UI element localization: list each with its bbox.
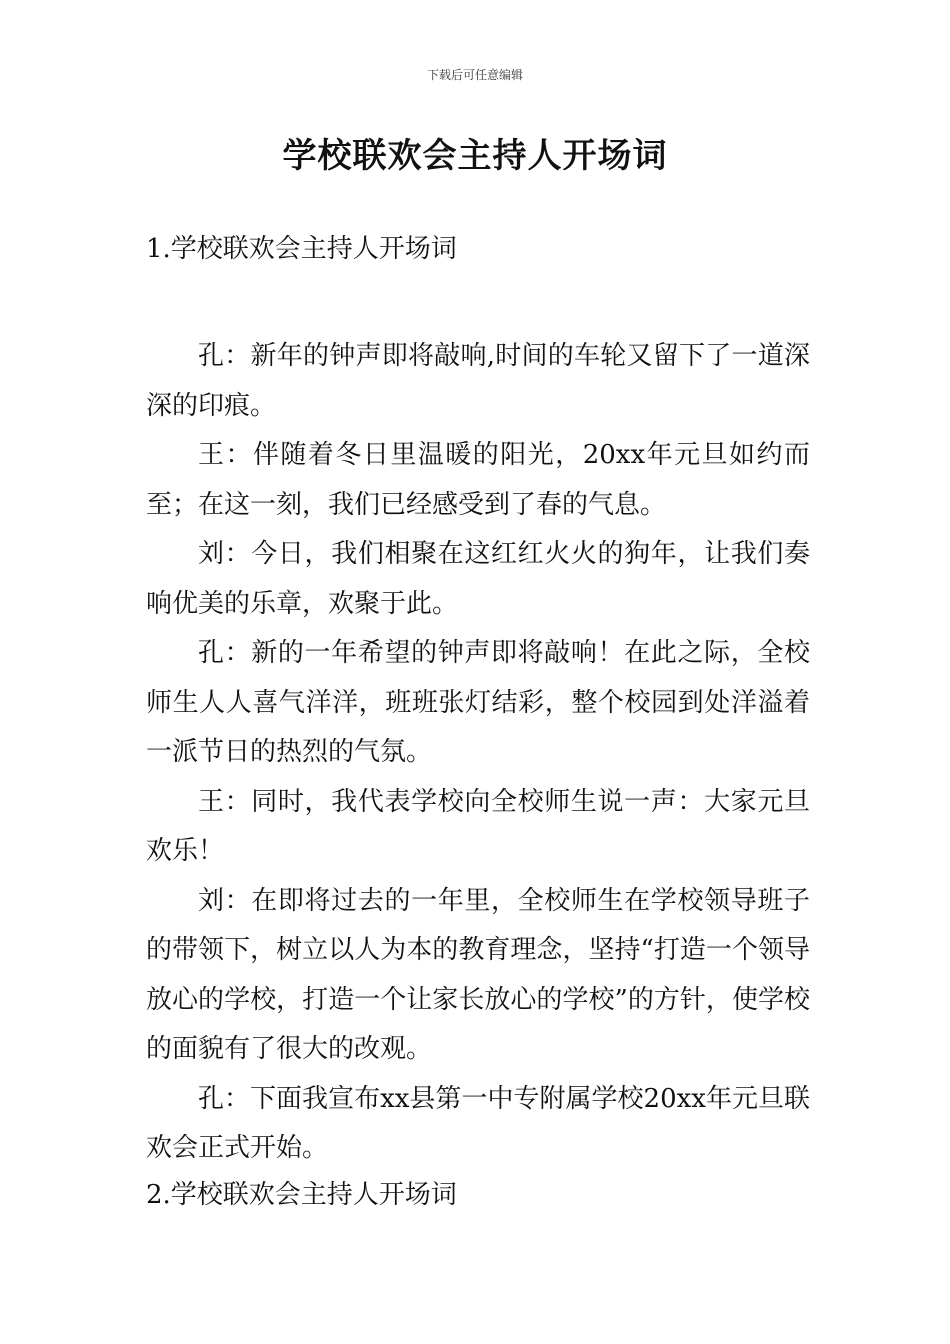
dialogue-paragraph: 孔：新的一年希望的钟声即将敲响！在此之际，全校师生人人喜气洋洋，班班张灯结彩，整个校园到处洋溢着一派节日的热烈的气氛。 <box>146 638 810 767</box>
section-heading-1: 1.学校联欢会主持人开场词 <box>146 234 457 264</box>
header-note: 下载后可任意编辑 <box>426 68 523 82</box>
document-title: 学校联欢会主持人开场词 <box>282 136 668 176</box>
section-heading-2: 2.学校联欢会主持人开场词 <box>146 1180 457 1210</box>
dialogue-paragraph: 刘：今日，我们相聚在这红红火火的狗年，让我们奏响优美的乐章，欢聚于此。 <box>146 539 810 619</box>
dialogue-paragraph: 孔：下面我宣布xx县第一中专附属学校20xx年元旦联欢会正式开始。 <box>146 1083 810 1163</box>
dialogue-paragraph: 刘：在即将过去的一年里，全校师生在学校领导班子的带领下，树立以人为本的教育理念，坚持“打造一个领导放心的学校，打造一个让家长放心的学校”的方针，使学校的面貌有了很大的改观。 <box>146 885 810 1064</box>
dialogue-paragraph: 孔：新年的钟声即将敲响,时间的车轮又留下了一道深深的印痕。 <box>146 341 810 421</box>
dialogue-paragraph: 王：同时，我代表学校向全校师生说一声：大家元旦欢乐！ <box>146 786 810 866</box>
dialogue-body <box>146 332 810 1174</box>
dialogue-paragraph: 王：伴随着冬日里温暖的阳光，20xx年元旦如约而至；在这一刻，我们已经感受到了春的气息。 <box>146 440 810 520</box>
